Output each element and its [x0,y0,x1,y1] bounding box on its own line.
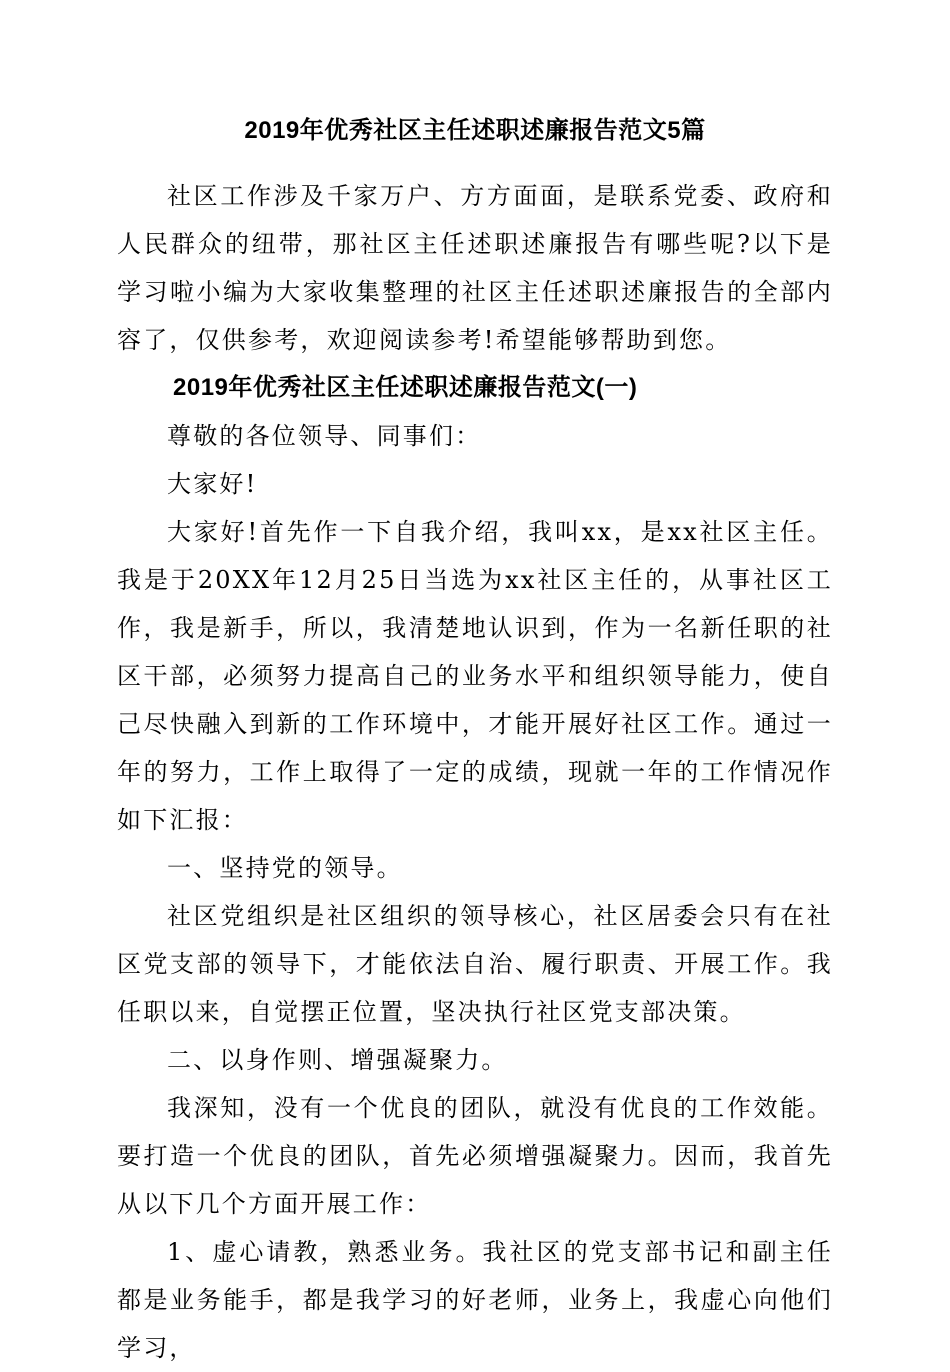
body-paragraph: 我深知，没有一个优良的团队，就没有优良的工作效能。要打造一个优良的团队，首先必须增强凝聚力。因而，我首先从以下几个方面开展工作： [117,1094,833,1218]
section-heading: 一、坚持党的领导。 [167,854,403,882]
body-paragraph: 1、虚心请教，熟悉业务。我社区的党支部书记和副主任都是业务能手，都是我学习的好老师，业务上，我虚心向他们学习， [117,1238,833,1362]
body-paragraph: 社区党组织是社区组织的领导核心，社区居委会只有在社区党支部的领导下，才能依法自治、履行职责、开展工作。我任职以来，自觉摆正位置，坚决执行社区党支部决策。 [117,902,833,1026]
section-subtitle: 2019年优秀社区主任述职述廉报告范文(一) [173,374,638,401]
body-paragraph: 大家好!首先作一下自我介绍，我叫xx，是xx社区主任。我是于20XX年12月25日当选为xx社区主任的，从事社区工作，我是新手，所以，我清楚地认识到，作为一名新任职的社区干部，必须努力提高自己的业务水平和组织领导能力，使自己尽快融入到新的工作环境中，才能开展好社区工作。通过一年的努力，工作上取得了一定的成绩，现就一年的工作情况作如下汇报： [117,518,833,834]
intro-paragraph: 社区工作涉及千家万户、方方面面，是联系党委、政府和人民群众的纽带，那社区主任述职述廉报告有哪些呢?以下是学习啦小编为大家收集整理的社区主任述职述廉报告的全部内容了，仅供参考，欢迎阅读参考!希望能够帮助到您。 [117,182,833,354]
greeting: 大家好! [167,470,258,498]
salutation: 尊敬的各位领导、同事们： [167,422,482,450]
section-heading: 二、以身作则、增强凝聚力。 [167,1046,508,1074]
document-body [117,172,833,1372]
document-title: 2019年优秀社区主任述职述廉报告范文5篇 [244,117,706,144]
